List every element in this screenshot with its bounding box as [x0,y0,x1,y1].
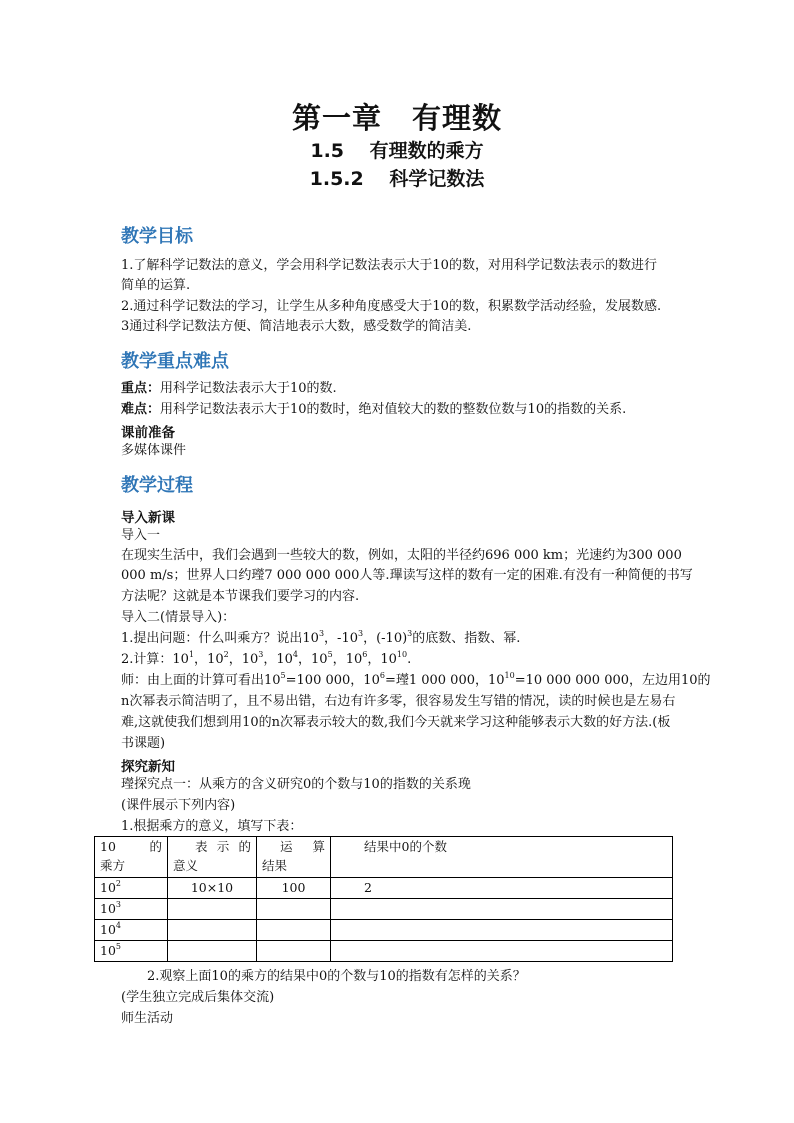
section-title: 1.5 有理数的乘方 [310,140,484,162]
activity-label: 师生活动 [121,1011,174,1026]
intro-1-label: 导入一 [121,528,161,543]
teacher-line-2: n次幂表示简洁明了，且不易出错，右边有许多零，很容易发生写错的情况，读的时候也是左易右 [121,694,676,709]
cell-meaning: 10×10 [168,878,257,899]
courseware-note: (课件展示下列内容) [121,798,236,813]
cell-meaning [168,920,257,941]
question-2: 2.计算：$10^1$，$10^2$，$10^3$，$10^4$，$10^5$，$10^6$，$10^{10}$. [121,649,412,667]
powers-table [94,836,673,962]
table-header-row [95,837,673,878]
cell-zero-count [331,941,673,962]
difficulty-text: 用科学记数法表示大于10的数时，绝对值较大的数的整数位数与10的指数的关系. [160,402,627,417]
prep-heading: 课前准备 [121,425,175,441]
cell-zero-count: 2 [331,878,673,899]
self-study-note: (学生独立完成后集体交流) [121,990,275,1005]
cell-power: $10^4$ [95,920,168,941]
process-heading: 教学过程 [121,475,193,496]
question-1: 1.提出问题：什么叫乘方？说出$10^3$，$-10^3$，$(-10)^3$的底数、指数、幂. [121,628,521,646]
teacher-line-1: 师：由上面的计算可看出$10^5=100$ 000，$10^6=$㼆1 000 000，$10^{10}=10$ 000 000 000，左边用10的 [121,670,711,688]
difficulty-line [121,400,626,420]
cell-power: $10^3$ [95,899,168,920]
chapter-title: 第一章 有理数 [291,101,502,135]
table-row [95,920,673,941]
objective-3: 3通过科学记数法方便、简洁地表示大数，感受数学的简洁美. [121,319,472,334]
intro-heading: 导入新课 [121,510,175,526]
cell-result [257,941,331,962]
cell-zero-count [331,899,673,920]
explore-heading: 探究新知 [121,759,175,775]
explore-point: 㼆探究点一：从乘方的含义研究0的个数与10的指数的关系㻊 [121,777,471,792]
focus-label: 重点： [121,381,161,396]
table-row [95,941,673,962]
intro-1-line-3: 方法呢？这就是本节课我们要学习的内容. [121,589,360,604]
teacher-line-4: 书课题) [121,736,166,751]
intro-1-line-2: 000 m/s；世界人口约㼆7 000 000 000人等.㻫读写这样的数有一定的困难.有没有一种简便的书写 [121,568,693,583]
table-row [95,878,673,899]
cell-power: $10^2$ [95,878,168,899]
focus-line [121,379,337,399]
cell-meaning [168,899,257,920]
question-observe: 2.观察上面10的乘方的结果中0的个数与10的指数有怎样的关系？ [147,969,526,984]
cell-meaning [168,941,257,962]
cell-result [257,899,331,920]
header-result: 运 算 结果 [257,837,331,878]
table-row [95,899,673,920]
focus-text: 用科学记数法表示大于10的数. [160,381,337,396]
intro-2-label: 导入二(情景导入)： [121,610,236,625]
header-meaning: 表示的 意义 [168,837,257,878]
cell-result [257,920,331,941]
objective-1-line-1: 1.了解科学记数法的意义，学会用科学记数法表示大于10的数，对用科学记数法表示的数进行 [121,258,657,273]
difficulty-label: 难点： [121,402,161,417]
objective-1-line-2: 简单的运算. [121,278,191,293]
table-intro: 1.根据乘方的意义，填写下表： [121,819,303,834]
header-power: 10 的 乘方 [95,837,168,878]
intro-1-line-1: 在现实生活中，我们会遇到一些较大的数，例如，太阳的半径约696 000 km；光速约为300 000 [121,548,682,563]
cell-zero-count [331,920,673,941]
keypoints-heading: 教学重点难点 [121,351,229,372]
subsection-title: 1.5.2 科学记数法 [309,168,485,190]
header-zero-count: 结果中0的个数 [331,837,673,878]
prep-text: 多媒体课件 [121,443,187,458]
objectives-heading: 教学目标 [121,226,193,247]
cell-result: 100 [257,878,331,899]
teacher-line-3: 难,这就使我们想到用10的n次幂表示较大的数,我们今天就来学习这种能够表示大数的好方法.(板 [121,715,671,730]
cell-power: $10^5$ [95,941,168,962]
objective-2: 2.通过科学记数法的学习，让学生从多种角度感受大于10的数，积累数学活动经验，发展数感. [121,299,662,314]
